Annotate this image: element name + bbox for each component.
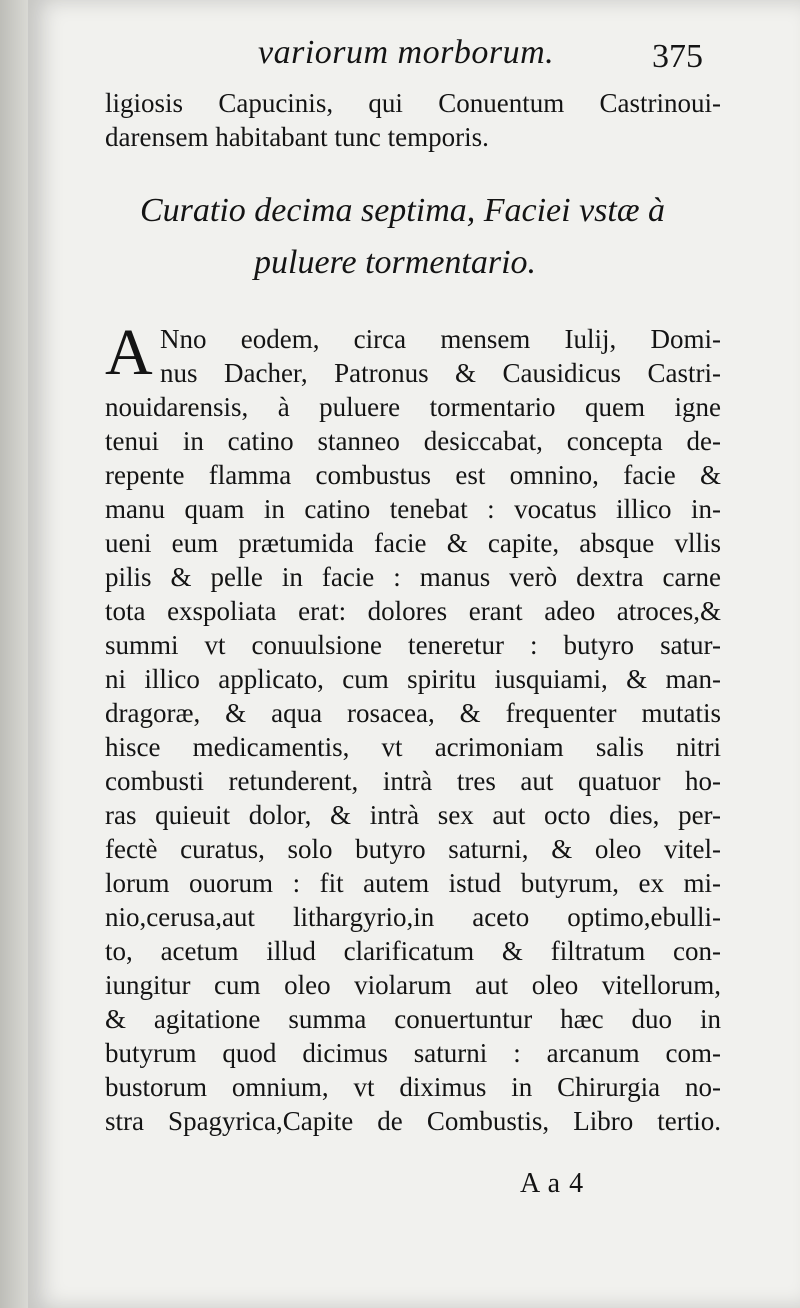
text-line: lorum ouorum : fit autem istud butyrum, ex mi-	[105, 868, 721, 898]
drop-cap: A	[105, 316, 153, 389]
text-line: tota exspoliata erat: dolores erant adeo atroces,&	[105, 596, 721, 626]
text-line: summi vt conuulsione teneretur : butyro satur-	[105, 630, 721, 660]
text-line: darensem habitabant tunc temporis.	[105, 122, 489, 152]
text-line: ueni eum prætumida facie & capite, absque vllis	[105, 528, 721, 558]
text-line: Nno eodem, circa mensem Iulij, Domi-	[160, 324, 721, 354]
text-line: ras quieuit dolor, & intrà sex aut octo dies, per-	[105, 800, 721, 830]
text-line: nio,cerusa,aut lithargyrio,in aceto optimo,ebulli-	[105, 902, 721, 932]
section-heading-line-2: puluere tormentario.	[254, 244, 537, 281]
text-line: combusti retunderent, intrà tres aut quatuor ho-	[105, 766, 721, 796]
text-line: to, acetum illud clarificatum & filtratum con-	[105, 936, 721, 966]
section-heading-line-1: Curatio decima septima, Faciei vstæ à	[140, 192, 666, 229]
text-line: & agitatione summa conuertuntur hæc duo in	[105, 1004, 721, 1034]
text-line: dragoræ, & aqua rosacea, & frequenter mutatis	[105, 698, 721, 728]
text-line: pilis & pelle in facie : manus verò dextra carne	[105, 562, 721, 592]
page-number: 375	[652, 38, 703, 75]
running-title: variorum morborum.	[258, 34, 555, 71]
text-line: stra Spagyrica,Capite de Combustis, Libro tertio.	[105, 1106, 721, 1136]
text-line: ligiosis Capucinis, qui Conuentum Castrinoui-	[105, 88, 721, 118]
text-line: manu quam in catino tenebat : vocatus illico in-	[105, 494, 721, 524]
text-line: tenui in catino stanneo desiccabat, concepta de-	[105, 426, 721, 456]
text-line: nus Dacher, Patronus & Causidicus Castri-	[160, 358, 721, 388]
text-line: butyrum quod dicimus saturni : arcanum com-	[105, 1038, 721, 1068]
text-line: nouidarensis, à puluere tormentario quem igne	[105, 392, 721, 422]
text-line: ni illico applicato, cum spiritu iusquiami, & man-	[105, 664, 721, 694]
signature-mark: A a 4	[520, 1168, 585, 1199]
page-gutter	[0, 0, 28, 1308]
text-line: repente flamma combustus est omnino, facie &	[105, 460, 721, 490]
text-line: fectè curatus, solo butyro saturni, & oleo vitel-	[105, 834, 721, 864]
text-line: iungitur cum oleo violarum aut oleo vitellorum,	[105, 970, 721, 1000]
text-line: hisce medicamentis, vt acrimoniam salis nitri	[105, 732, 721, 762]
text-line: bustorum omnium, vt diximus in Chirurgia no-	[105, 1072, 721, 1102]
